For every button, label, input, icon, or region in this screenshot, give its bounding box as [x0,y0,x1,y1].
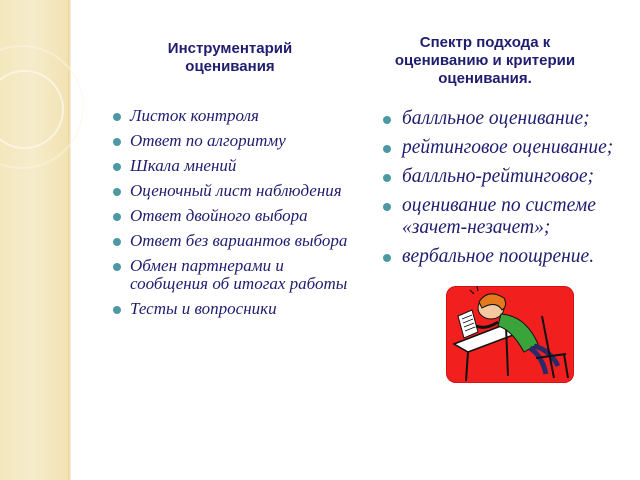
list-item [113,257,363,293]
assessment-tools-list [113,107,363,325]
bullet-icon [383,116,391,124]
list-item [113,300,363,318]
list-item-text: Ответ двойного выбора [130,206,308,225]
list-item [383,166,628,188]
bullet-icon [383,254,391,262]
bullet-icon [113,213,121,221]
list-item-text: Тесты и вопросники [130,299,277,318]
list-item [383,137,628,159]
list-item-text: Оценочный лист наблюдения [130,181,342,200]
list-item-text: оценивание по системе «зачет-незачет»; [402,195,596,238]
bullet-icon [383,145,391,153]
list-item [113,182,363,200]
list-item [383,195,628,239]
bullet-icon [113,163,121,171]
list-item-text: вербальное поощрение. [402,246,595,267]
list-item [113,207,363,225]
bullet-icon [113,113,121,121]
student-at-desk-illustration [446,286,574,383]
bullet-icon [113,263,121,271]
bullet-icon [113,138,121,146]
right-column-title: Спектр подхода к оцениванию и критерии оценивания. [394,34,576,87]
bullet-icon [113,238,121,246]
list-item-text: баллльное оценивание; [402,108,590,129]
list-item [113,157,363,175]
list-item-text: баллльно-рейтинговое; [402,166,594,187]
list-item-text: Шкала мнений [130,156,237,175]
bullet-icon [383,203,391,211]
list-item [113,232,363,250]
list-item-text: Ответ без вариантов выбора [130,231,348,250]
list-item [113,107,363,125]
grading-approaches-list [383,108,628,275]
list-item-text: Листок контроля [130,106,259,125]
bullet-icon [383,174,391,182]
bullet-icon [113,306,121,314]
list-item-text: рейтинговое оценивание; [402,137,614,158]
decorative-circle [0,45,84,169]
list-item-text: Ответ по алгоритму [130,131,286,150]
left-column-title: Инструментарий оценивания [167,40,293,75]
bullet-icon [113,188,121,196]
list-item-text: Обмен партнерами и сообщения об итогах работы [130,256,348,293]
list-item [383,108,628,130]
student-tired-at-desk-icon [446,286,574,383]
list-item [383,246,628,268]
list-item [113,132,363,150]
